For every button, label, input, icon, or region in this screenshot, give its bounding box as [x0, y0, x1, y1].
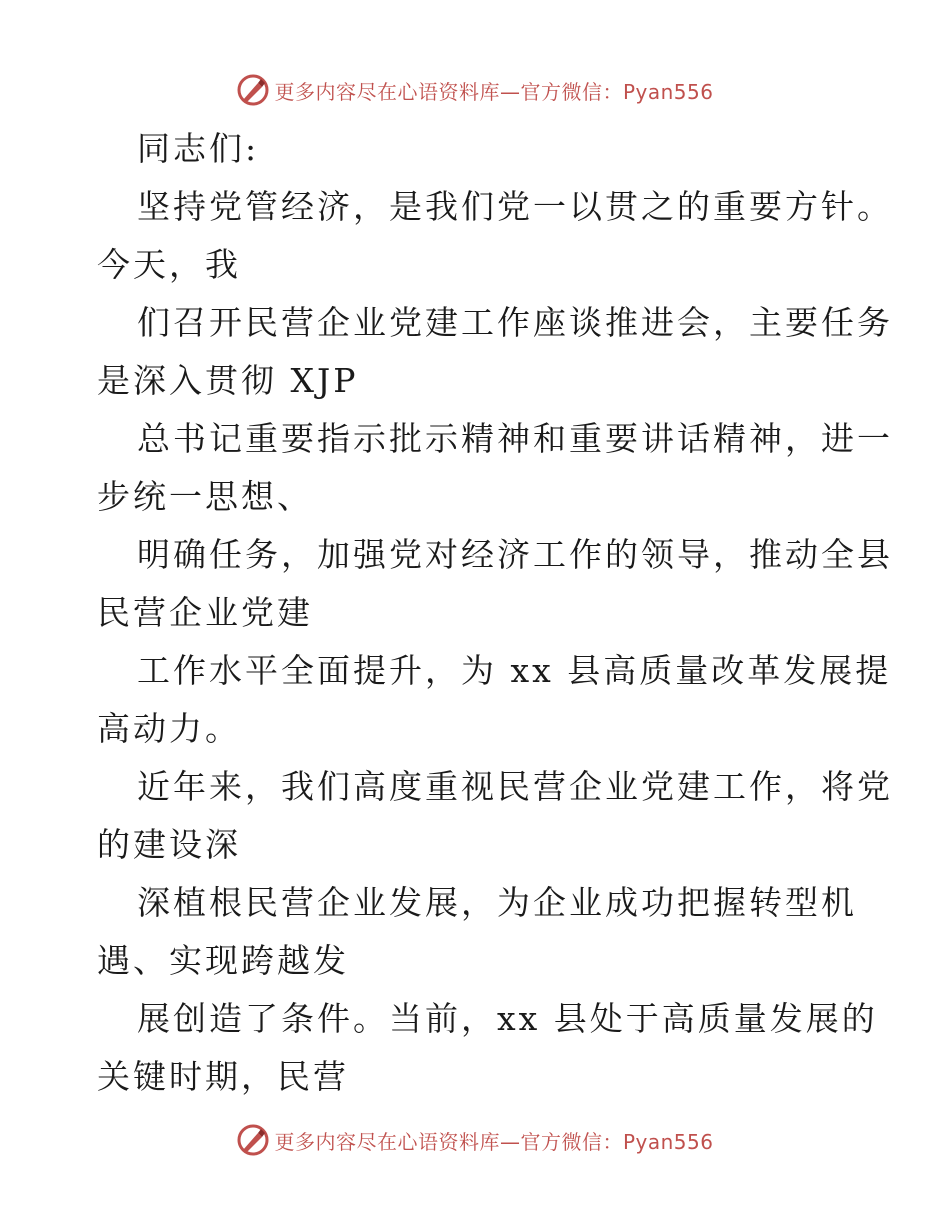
text-line: 高动力。	[97, 709, 241, 748]
text-line: 总书记重要指示批示精神和重要讲话精神，进一	[137, 419, 893, 458]
watermark-text: 更多内容尽在心语资料库—官方微信：Pyan556	[274, 79, 714, 104]
text-line: 坚持党管经济，是我们党一以贯之的重要方针。	[137, 187, 893, 226]
text-line: 关键时期，民营	[97, 1057, 349, 1096]
text-line: 是深入贯彻 XJP	[97, 361, 359, 400]
text-line: 展创造了条件。当前，xx 县处于高质量发展的	[137, 999, 878, 1038]
text-line: 同志们:	[137, 129, 260, 168]
text-line: 近年来，我们高度重视民营企业党建工作，将党	[137, 767, 893, 806]
text-line: 步统一思想、	[97, 477, 313, 516]
text-line: 的建设深	[97, 825, 241, 864]
text-line: 民营企业党建	[97, 593, 313, 632]
text-line: 工作水平全面提升，为 xx 县高质量改革发展提	[137, 651, 892, 690]
red-pen-circle-logo-icon	[236, 73, 270, 107]
red-pen-circle-logo-icon	[236, 1123, 270, 1157]
text-line: 遇、实现跨越发	[97, 941, 349, 980]
text-line: 今天，我	[97, 245, 241, 284]
watermark-text: 更多内容尽在心语资料库—官方微信：Pyan556	[274, 1129, 714, 1154]
text-line: 深植根民营企业发展，为企业成功把握转型机	[137, 883, 857, 922]
text-line: 明确任务，加强党对经济工作的领导，推动全县	[137, 535, 893, 574]
watermark-footer	[0, 1120, 950, 1160]
text-line: 们召开民营企业党建工作座谈推进会，主要任务	[137, 303, 893, 342]
watermark-header	[0, 70, 950, 110]
